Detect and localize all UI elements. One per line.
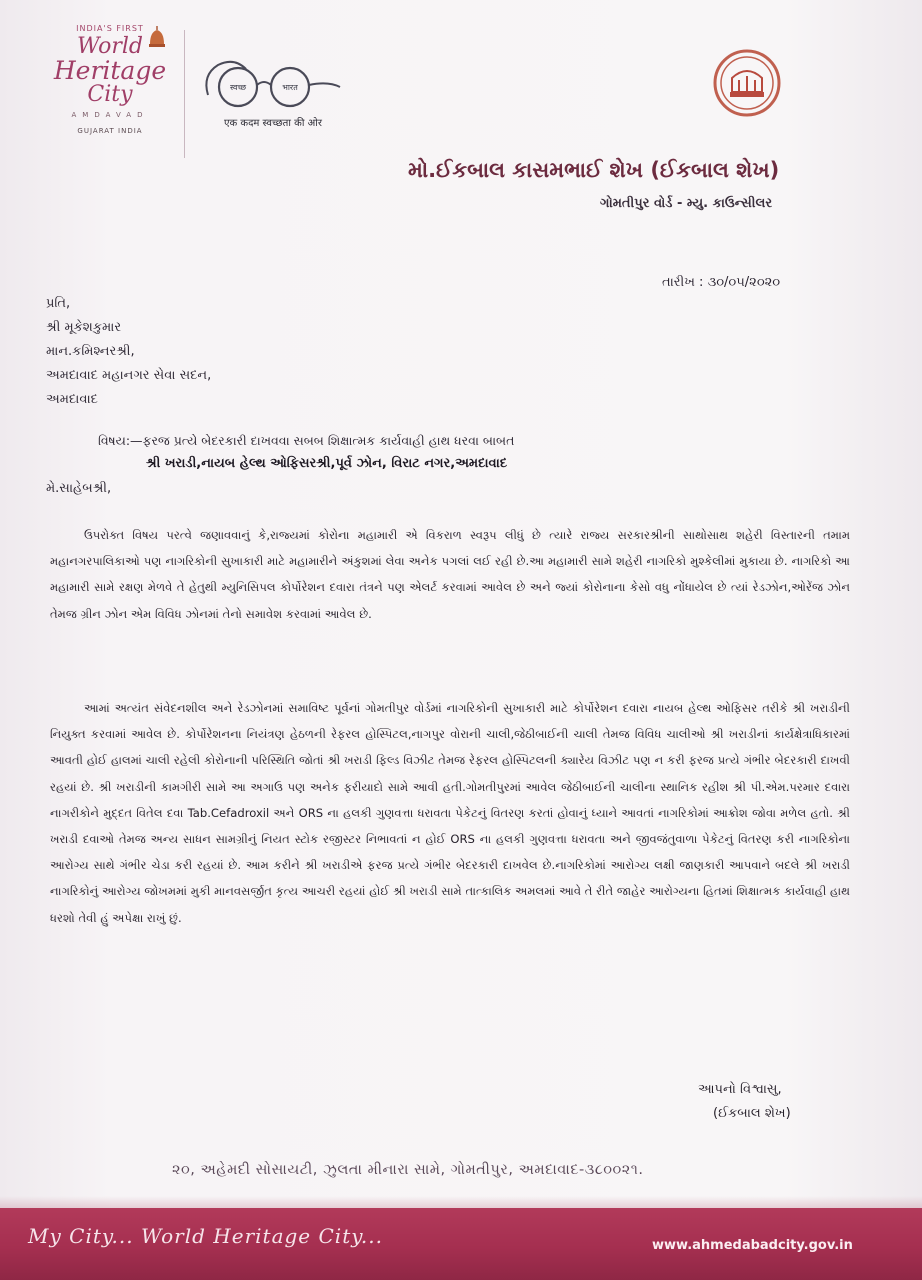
logo-word-world: World (77, 34, 143, 59)
body-paragraph-1: ઉપરોક્ત વિષય પરત્વે જણાવવાનું કે,રાજ્યમાં કોરોના મહામારી એ વિકરાળ સ્વરૂપ લીધું છે ત્યારે રાજ્ય સરકારશ્રીની સાથોસાથ શહેરી વિસ્તારની તમામ મહાનગરપાલિકાઓ પણ નાગરિકોની સુખાકારી માટે મહામારીને અંકુશમાં લેવા અનેક પગલાં લઈ રહી છે.આ મહામારી સામે શહેરી નાગરિકો મુશ્કેલીમાં મુકાયા છે. નાગરિકો આ મહામારી સામે રક્ષણ મેળવે તે હેતુથી મ્યુનિસિપલ કોર્પોરેશન દવારા તંત્રને પણ એલર્ટ કરવામાં આવેલ છે અને જ્યાં કોરોનાના કેસો વધુ નોંધાયેલ છે ત્યાં રેડઝોન,ઓરેંજ ઝોન તેમજ ગ્રીન ઝોન એમ વિવિધ ઝોનમાં તેનો સમાવેશ કરવામાં આવેલ છે. (50, 528, 850, 621)
recipient-line: અમદાવાદ (46, 392, 98, 407)
recipient-line: પ્રતિ, (46, 296, 71, 311)
banner-website-link[interactable]: www.ahmedabadcity.gov.in (652, 1238, 853, 1253)
amc-emblem-icon (712, 48, 782, 118)
logo-state-name: GUJARAT INDIA (77, 127, 143, 135)
recipient-line: માન.કમિશ્નરશ્રી, (46, 344, 135, 359)
logo-top-text: INDIA'S FIRST (76, 24, 144, 33)
swachh-bharat-logo (200, 55, 360, 135)
spectacles-icon (200, 55, 350, 113)
subject-officer-line: શ્રી ખરાડી,નાયબ હેલ્થ ઓફિસરશ્રી,પૂર્વ ઝોન, વિરાટ નગર,અમદાવાદ (146, 456, 508, 471)
subject-line: વિષય:—ફરજ પ્રત્યે બેદરકારી દાખવવા સબબ શિક્ષાત્મક કાર્યવાહી હાથ ધરવા બાબત (98, 433, 515, 448)
heritage-dome-icon (146, 26, 168, 48)
letterhead-divider (184, 30, 185, 158)
body-paragraph-2: આમાં અત્યંત સંવેદનશીલ અને રેડઝોનમાં સમાવિષ્ટ પૂર્વનાં ગોમતીપુર વોર્ડમાં નાગરિકોની સુખાકારી માટે કોર્પોરેશન દવારા નાયબ હેલ્થ ઓફિસર તરીકે શ્રી ખરાડીની નિયુક્ત કરવામાં આવેલ છે. કોર્પોરેશનના નિયંત્રણ હેઠળની રેફરલ હોસ્પિટલ,નાગપુર વોરાની ચાલી,જેઠીબાઈની ચાલી તેમજ વિવિધ ચાલીઓ શ્રી ખરાડીનાં કાર્યક્ષેત્રાધિકારમાં આવતી હોઈ હાલમાં ચાલી રહેલી કોરોનાની પરિસ્થિતિ જોતાં શ્રી ખરાડી ફિલ્ડ વિઝીટ તેમજ રેફરલ હોસ્પિટલની ક્યારેય વિઝીટ પણ ન કરી ફરજ પ્રત્યે ગંભીર બેદરકારી દાખવી રહયાં છે. શ્રી ખરાડીની કામગીરી સામે આ અગાઉ પણ અનેક ફરીયાદો સામે આવી હતી.ગોમતીપુરમાં આવેલ જેઠીબાઈની ચાલીના સ્થાનિક રહીશ શ્રી પી.એમ.પરમાર દવારા નાગરીકોને મુદ્દત વિતેલ દવા Tab.Cefadroxil અને ORS ના હલકી ગુણવત્તા ધરાવતા પેકેટનું વિતરણ કરતાં હોવાનું ધ્યાને આવતાં નાગરિકોમાં આક્રોશ જોવા મળેલ હતો. શ્રી ખરાડી દવાઓ તેમજ અન્ય સાધન સામગ્રીનું નિયત સ્ટોક રજીસ્ટર નિભાવતાં ન હોઈ ORS ના હલકી ગુણવત્તા ધરાવતા અને જીવજંતુવાળા પેકેટનું વિતરણ કરી નાગરિકોના આરોગ્ય સાથે ગંભીર ચેડા કરી રહયાં છે. આમ કરીને શ્રી ખરાડીએ ફરજ પ્રત્યે ગંભીર બેદરકારી દાખવેલ છે.નાગરિકોમાં આરોગ્ય લક્ષી જાણકારી આપવાને બદલે શ્રી ખરાડી નાગરિકોનું આરોગ્ય જોખમમાં મુકી માનવસર્જીત કૃત્ય આચરી રહયાં હોઈ શ્રી ખરાડી સામે તાત્કાલિક અમલમાં આવે તે રીતે જાહેર આરોગ્યના હિતમાં શિક્ષાત્મક કાર્યવાહી હાથ ધરશો તેવી હું અપેક્ષા રાખું છું. (50, 701, 851, 925)
recipient-address (46, 292, 211, 412)
banner-tagline: My City... World Heritage City... (28, 1224, 383, 1248)
recipient-line: શ્રી મૂકેશકુમાર (46, 320, 122, 335)
world-heritage-city-logo (40, 22, 180, 157)
swachh-left-word: स्वच्छ (229, 83, 247, 92)
logo-word-city: City (87, 82, 133, 107)
letter-date: તારીખ : ૩૦/૦૫/૨૦૨૦ (662, 275, 781, 290)
logo-word-heritage: Heritage (53, 56, 167, 85)
sender-role: ગોમતીપુર વોર્ડ - મ્યુ. કાઉન્સીલર (600, 196, 773, 211)
footer-address: ૨૦, અહેમદી સોસાયટી, ઝુલતા મીનારા સામે, ગોમતીપુર, અમદાવાદ-૩૮૦૦૨૧. (172, 1162, 644, 1178)
salutation: મે.સાહેબશ્રી, (46, 481, 112, 496)
swachh-tagline: एक कदम स्वच्छता की ओर (224, 118, 322, 129)
closing-phrase: આપનો વિશ્વાસુ, (698, 1082, 782, 1097)
recipient-line: અમદાવાદ મહાનગર સેવા સદન, (46, 368, 212, 383)
signatory-name: (ઈકબાલ શેખ) (713, 1106, 791, 1121)
logo-city-name: AMDAVAD (71, 111, 149, 119)
swachh-right-word: भारत (282, 83, 298, 92)
sender-name: મો.ઈકબાલ કાસમભાઈ શેખ (ઈકબાલ શેખ) (408, 158, 780, 182)
